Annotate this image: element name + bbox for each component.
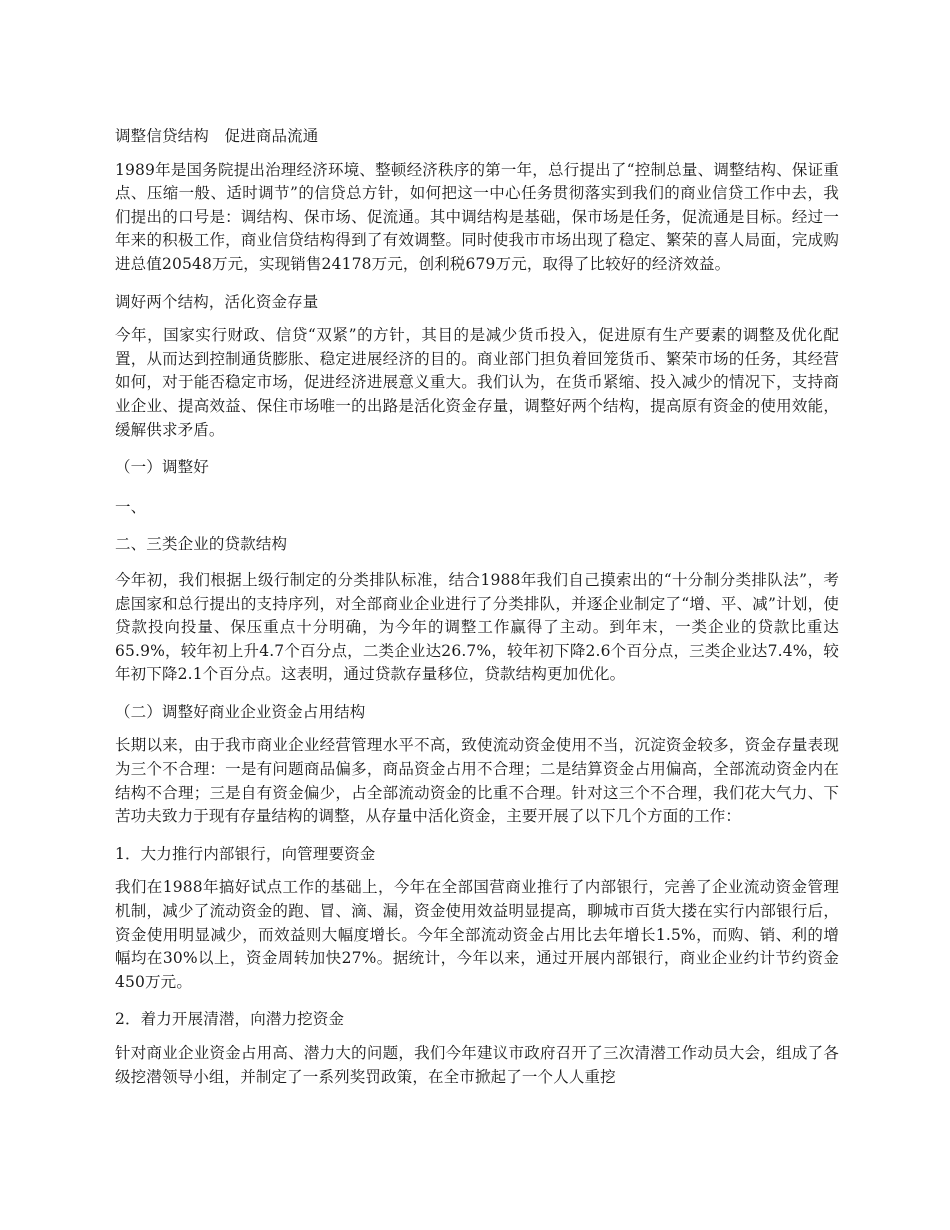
subsection-heading-1: （一）调整好: [115, 458, 209, 477]
item-heading-potential: 2．着力开展清潜，向潜力挖资金: [115, 1010, 345, 1029]
paragraph-double-tight-policy: 今年，国家实行财政、信贷“双紧”的方针，其目的是减少货币投入，促进原有生产要素的调整及优化配置，从而达到控制通货膨胀、稳定进展经济的目的。商业部门担负着回笼货币、繁荣市场的任务，其经营如何，对于能否稳定市场，促进经济进展意义重大。我们认为，在货币紧缩、投入减少的情况下，支持商业企业、提高效益、保住市场唯一的出路是活化资金存量，调整好两个结构，提高原有资金的使用效能，缓解供求矛盾。: [115, 326, 839, 439]
subsection-heading-loan-structure: 二、三类企业的贷款结构: [115, 535, 288, 554]
document-page: [115, 125, 839, 1103]
paragraph-potential: 针对商业企业资金占用高、潜力大的问题，我们今年建议市政府召开了三次清潜工作动员大会，组成了各级挖潜领导小组，并制定了一系列奖罚政策，在全市掀起了一个人人重挖: [115, 1044, 839, 1086]
document-title: 调整信贷结构 促进商品流通: [115, 127, 319, 145]
paragraph-intro: 1989年是国务院提出治理经济环境、整顿经济秩序的第一年，总行提出了“控制总量、调整结构、保证重点、压缩一般、适时调节”的信贷总方针，如何把这一中心任务贯彻落实到我们的商业信贷工作中去，我们提出的口号是：调结构、保市场、促流通。其中调结构是基础，保市场是任务，促流通是目标。经过一年来的积极工作，商业信贷结构得到了有效调整。同时使我市市场出现了稳定、繁荣的喜人局面，完成购进总值20548万元，实现销售24178万元，创利税679万元，取得了比较好的经济效益。: [115, 160, 839, 273]
paragraph-loan-classification: 今年初，我们根据上级行制定的分类排队标准，结合1988年我们自己摸索出的“十分制分类排队法”，考虑国家和总行提出的支持序列，对全部商业企业进行了分类排队，并逐企业制定了“增、平、减”计划，使贷款投向投量、保压重点十分明确，为今年的调整工作赢得了主动。到年末，一类企业的贷款比重达65.9%，较年初上升4.7个百分点，二类企业达26.7%，较年初下降2.6个百分点，三类企业达7.4%，较年初下降2.1个百分点。这表明，通过贷款存量移位，贷款结构更加优化。: [115, 570, 839, 684]
paragraph-internal-bank: 我们在1988年搞好试点工作的基础上，今年在全部国营商业推行了内部银行，完善了企业流动资金管理机制，减少了流动资金的跑、冒、滴、漏，资金使用效益明显提高，聊城市百货大搂在实行内部银行后，资金使用明显减少，而效益则大幅度增长。今年全部流动资金占用比去年增长1.5%，而购、销、利的增幅均在30%以上，资金周转加快27%。据统计，今年以来，通过开展内部银行，商业企业约计节约资金450万元。: [115, 878, 839, 991]
section-heading-two-structures: 调好两个结构，活化资金存量: [115, 292, 319, 311]
paragraph-capital-structure: 长期以来，由于我市商业企业经营管理水平不高，致使流动资金使用不当，沉淀资金较多，资金存量表现为三个不合理：一是有问题商品偏多，商品资金占用不合理；二是结算资金占用偏高，全部流动资金内在结构不合理；三是自有资金偏少，占全部流动资金的比重不合理。针对这三个不合理，我们花大气力、下苦功夫致力于现有存量结构的调整，从存量中活化资金，主要开展了以下几个方面的工作：: [115, 736, 839, 826]
subsection-heading-2: （二）调整好商业企业资金占用结构: [115, 702, 366, 721]
list-marker-one: 一、: [115, 497, 147, 516]
item-heading-internal-bank: 1．大力推行内部银行，向管理要资金: [115, 844, 376, 863]
